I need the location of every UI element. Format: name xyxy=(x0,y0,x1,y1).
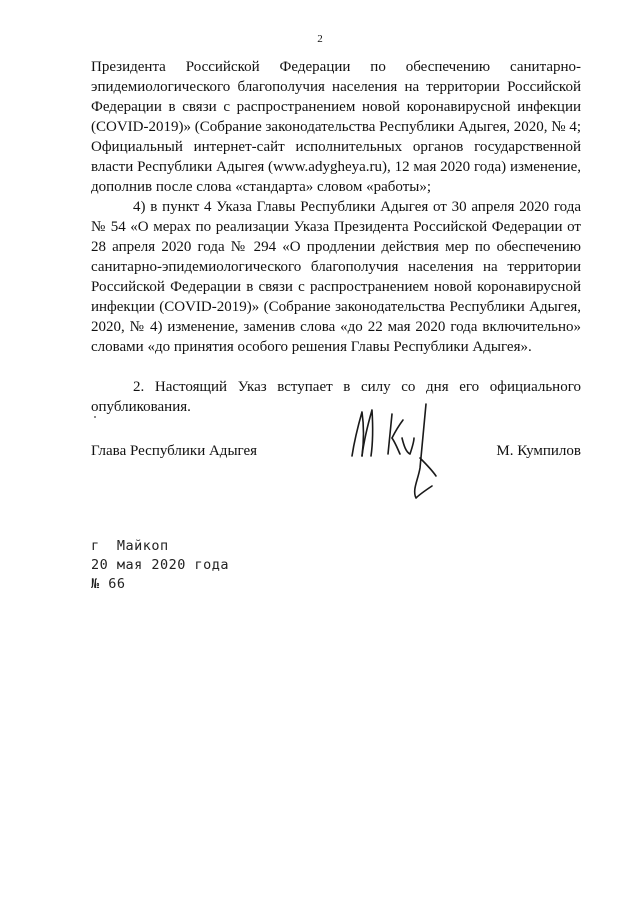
signatory-name: М. Кумпилов xyxy=(496,443,581,459)
stamp-city: г Майкоп xyxy=(91,538,169,554)
page-number: 2 xyxy=(317,33,323,45)
paragraph-section-2: 2. Настоящий Указ вступает в силу со дня его официального опубликования. xyxy=(91,379,581,415)
paragraph-item-4: 4) в пункт 4 Указа Главы Республики Адыгея от 30 апреля 2020 года № 54 «О мерах по реализации Указа Президента Российской Федерации от 28 апреля 2020 года № 294 «О продлении действия мер по обеспечению санитарно-эпидемиологического благополучия населения на территории Российской Федерации в связи с распространением новой коронавирусной инфекции (COVID-2019)» (Собрание законодательства Республики Адыгея, 2020, № 4) изменение, заменив слова «до 22 мая 2020 года включительно» словами «до принятия особого решения Главы Республики Адыгея». xyxy=(91,199,581,355)
stamp-date: 20 мая 2020 года xyxy=(91,557,230,573)
handwritten-signature xyxy=(340,398,450,508)
paragraph-continuation: Президента Российской Федерации по обеспечению санитарно-эпидемиологического благополучия населения на территории Российской Федерации в связи с распространением новой коронавирусной инфекции (COVID-2019)» (Собрание законодательства Республики Адыгея, 2020, № 4; Официальный интернет-сайт исполнительных органов государственной власти Республики Адыгея (www.adygheya.ru), 12 мая 2020 года) изменение, дополнив после слова «стандарта» словом «работы»; xyxy=(91,59,581,195)
document-body xyxy=(91,57,581,417)
stamp-number: № 66 xyxy=(91,576,126,592)
signature-row xyxy=(91,441,581,465)
signatory-position: Глава Республики Адыгея xyxy=(91,443,258,459)
scan-speck xyxy=(94,416,96,418)
issue-stamp xyxy=(91,537,229,594)
